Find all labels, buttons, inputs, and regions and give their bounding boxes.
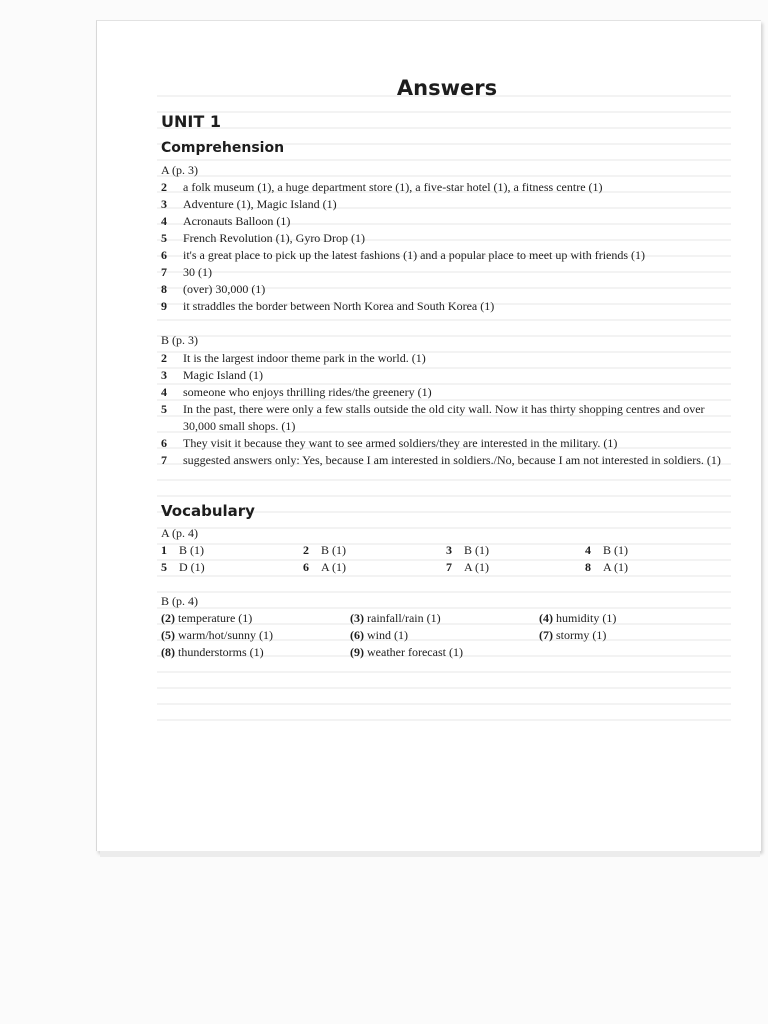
answer-text: a folk museum (1), a huge department store (1), a five-star hotel (1), a fitness centre (1) — [183, 180, 603, 194]
vocab-a-number: 5 — [161, 560, 167, 574]
page-edge — [100, 851, 760, 857]
vocab-a-answer: A (1) — [603, 560, 628, 574]
vocab-a-cell — [585, 560, 628, 575]
answer-number: 4 — [161, 214, 167, 228]
vocab-b-cell — [161, 628, 273, 643]
vocab-b-answer: wind (1) — [367, 628, 408, 642]
vocab-b-number: (8) — [161, 645, 175, 659]
vocab-b-cell — [161, 645, 264, 660]
vocab-a-number: 2 — [303, 543, 309, 557]
vocab-b-number: (5) — [161, 628, 175, 642]
vocab-b-cell — [350, 645, 463, 660]
answer-number: 3 — [161, 368, 167, 382]
answer-text: someone who enjoys thrilling rides/the greenery (1) — [183, 385, 432, 399]
vocab-b-answer: humidity (1) — [556, 611, 617, 625]
vocab-b-number: (7) — [539, 628, 553, 642]
vocab-a-cell — [446, 543, 489, 558]
vocabulary-heading: Vocabulary — [161, 502, 255, 520]
answer-text: Magic Island (1) — [183, 368, 263, 382]
vocab-b-answer: warm/hot/sunny (1) — [178, 628, 273, 642]
vocab-a-answer: B (1) — [179, 543, 204, 557]
comprehension-heading: Comprehension — [161, 140, 285, 156]
vocab-b-number: (3) — [350, 611, 364, 625]
answer-number: 3 — [161, 197, 167, 211]
vocab-a-number: 8 — [585, 560, 591, 574]
vocab-b-answer: weather forecast (1) — [367, 645, 463, 659]
answer-text: it straddles the border between North Korea and South Korea (1) — [183, 299, 495, 313]
vocab-a-answer: B (1) — [603, 543, 628, 557]
vocab-b-cell — [350, 628, 408, 643]
vocab-a-number: 7 — [446, 560, 452, 574]
vocab-a-answer: A (1) — [464, 560, 489, 574]
answer-number: 7 — [161, 453, 167, 467]
answer-number: 5 — [161, 231, 167, 245]
answer-number: 2 — [161, 351, 167, 365]
vocab-b-number: (9) — [350, 645, 364, 659]
vocab-a-number: 6 — [303, 560, 309, 574]
vocab-b-number: (4) — [539, 611, 553, 625]
vocabulary-b-label: B (p. 4) — [161, 594, 198, 608]
answer-text: it's a great place to pick up the latest fashions (1) and a popular place to meet up with friends (1) — [183, 248, 646, 262]
vocab-a-cell — [303, 543, 346, 558]
vocab-b-answer: thunderstorms (1) — [178, 645, 264, 659]
answer-text: 30 (1) — [183, 265, 212, 279]
answer-number: 9 — [161, 299, 167, 313]
answer-text: (over) 30,000 (1) — [183, 282, 266, 296]
page-title: Answers — [396, 76, 498, 100]
vocab-a-cell — [161, 543, 204, 558]
vocab-a-number: 4 — [585, 543, 591, 557]
vocab-a-cell — [303, 560, 346, 575]
answer-text: Adventure (1), Magic Island (1) — [183, 197, 337, 211]
vocab-a-answer: D (1) — [179, 560, 205, 574]
vocab-a-answer: B (1) — [321, 543, 346, 557]
comprehension-b-label: B (p. 3) — [161, 333, 198, 347]
answer-number: 6 — [161, 436, 167, 450]
vocab-b-cell — [350, 611, 441, 626]
vocab-a-number: 3 — [446, 543, 452, 557]
vocab-a-answer: B (1) — [464, 543, 489, 557]
vocab-a-number: 1 — [161, 543, 167, 557]
answer-number: 5 — [161, 402, 167, 416]
vocabulary-a-label: A (p. 4) — [161, 526, 198, 540]
vocab-b-number: (2) — [161, 611, 175, 625]
vocab-a-answer: A (1) — [321, 560, 346, 574]
vocab-b-cell — [539, 611, 616, 626]
answer-number: 2 — [161, 180, 167, 194]
vocab-b-answer: rainfall/rain (1) — [367, 611, 441, 625]
answer-number: 8 — [161, 282, 167, 296]
answer-number: 6 — [161, 248, 167, 262]
vocab-b-answer: temperature (1) — [178, 611, 253, 625]
answer-number: 7 — [161, 265, 167, 279]
answer-text: Acronauts Balloon (1) — [183, 214, 291, 228]
vocab-b-cell — [161, 611, 252, 626]
vocab-a-cell — [446, 560, 489, 575]
answer-number: 4 — [161, 385, 167, 399]
unit-heading: UNIT 1 — [161, 112, 221, 131]
answer-text: suggested answers only: Yes, because I am interested in soldiers./No, because I am not interested in soldiers. (1) — [183, 453, 721, 467]
comprehension-a-label: A (p. 3) — [161, 163, 198, 177]
vocab-a-cell — [161, 560, 205, 575]
vocab-a-cell — [585, 543, 628, 558]
vocab-b-number: (6) — [350, 628, 364, 642]
vocab-b-answer: stormy (1) — [556, 628, 607, 642]
answer-text: It is the largest indoor theme park in the world. (1) — [183, 351, 426, 365]
answer-text: They visit it because they want to see armed soldiers/they are interested in the military. (1) — [183, 436, 618, 450]
vocab-b-cell — [539, 628, 606, 643]
answer-text: French Revolution (1), Gyro Drop (1) — [183, 231, 365, 245]
answer-text: In the past, there were only a few stalls outside the old city wall. Now it has thirty shopping centres and over 30,000 small shops. (1) — [183, 402, 705, 433]
